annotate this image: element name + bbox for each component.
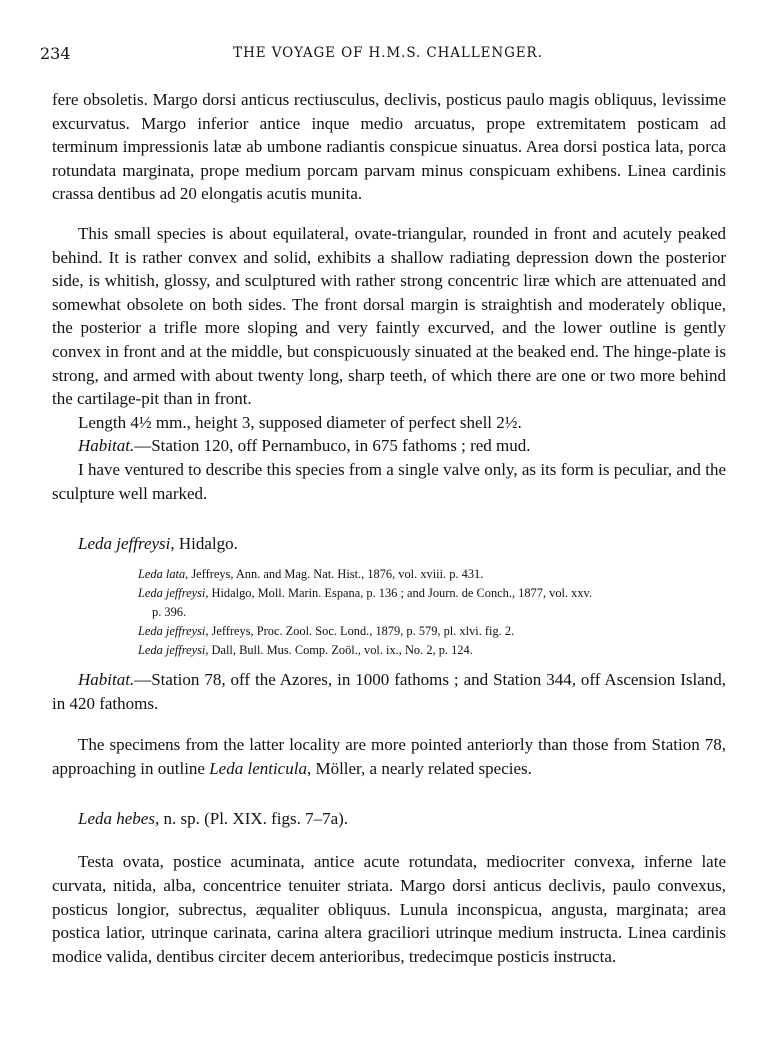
english-description: This small species is about equilateral, ovate-triangular, rounded in front and acutely peaked behind. It is rather convex and solid, exhibits a shallow radiating depression down the posterior side, is whitish, glossy, and sculptured with rather strong concentric liræ which are attenuated and somewhat obsolete on both sides. The front dorsal margin is straightish and moderately oblique, the posterior a trifle more sloping and very faintly excurved, and the lower outline is gently convex in front and at the middle, but conspicuously sinuated at the beaked end. The hinge-plate is strong, and armed with about twenty long, sharp teeth, of which there are one or two more behind the cartilage-pit than in front. [52, 223, 726, 409]
synonym-reference-continued: p. 396. [152, 605, 187, 620]
remark-text-end: , Möller, a nearly related species. [306, 758, 532, 778]
species-name: Leda hebes [78, 809, 155, 829]
habitat-text: —Station 120, off Pernambuco, in 675 fathoms ; red mud. [134, 436, 531, 456]
synonym-name: Leda jeffreysi [138, 643, 206, 658]
page-header [40, 44, 736, 68]
species-heading-jeffreysi [78, 531, 726, 557]
synonym-name: Leda lata [138, 567, 186, 582]
synonymy-entry [138, 565, 726, 584]
synonym-reference: , Jeffreys, Proc. Zool. Soc. Lond., 1879, p. 579, pl. xlvi. fig. 2. [205, 624, 515, 639]
remark-paragraph: I have ventured to describe this species from a single valve only, as its form is peculiar, and the sculpture well marked. [52, 459, 726, 503]
synonym-reference: , Dall, Bull. Mus. Comp. Zoöl., vol. ix., No. 2, p. 124. [205, 643, 473, 658]
species-author: , n. sp. (Pl. XIX. figs. 7–7a). [154, 809, 349, 829]
synonymy-entry [138, 584, 726, 622]
synonymy-entry [138, 641, 726, 660]
habitat-paragraph [52, 668, 726, 715]
synonym-reference: , Jeffreys, Ann. and Mag. Nat. Hist., 1876, vol. xviii. p. 431. [185, 567, 484, 582]
species-author: , Hidalgo. [170, 534, 238, 554]
synonym-name: Leda jeffreysi [138, 624, 206, 639]
habitat-text: —Station 78, off the Azores, in 1000 fathoms ; and Station 344, off Ascension Island, in 420 fathoms. [52, 670, 726, 713]
synonym-name: Leda jeffreysi [138, 586, 206, 601]
remark-text: The specimens from the latter locality are more pointed anteriorly than those from Station 78, approaching in outline [52, 735, 726, 778]
latin-description-continued: fere obsoletis. Margo dorsi anticus rectiusculus, declivis, posticus paulo magis obliquus, levissime excurvatus. Margo inferior antice inque medio arcuatus, prope extremitatem posticam ad terminum impressionis latæ ab umbone radiantis conspicue sinuatus. Area dorsi postica lata, porca rotundata marginata, prope medium porcam parvam minus conspicuam exhibens. Linea cardinis crassa dentibus ad 20 elongatis acutis munita. [52, 90, 726, 204]
species-name: Leda jeffreysi [78, 534, 171, 554]
synonymy-list [138, 565, 726, 660]
habitat-label: Habitat. [78, 670, 135, 690]
running-head: THE VOYAGE OF H.M.S. CHALLENGER. [233, 45, 543, 61]
species-heading-hebes [78, 806, 726, 832]
main-text [52, 88, 726, 968]
page-number: 234 [40, 44, 71, 63]
habitat-label: Habitat. [78, 436, 135, 456]
habitat-paragraph [52, 434, 726, 458]
measurements: Length 4½ mm., height 3, supposed diameter of perfect shell 2½. [78, 412, 522, 432]
remark-paragraph [52, 733, 726, 780]
synonym-reference: , Hidalgo, Moll. Marin. Espana, p. 136 ; and Journ. de Conch., 1877, vol. xxv. [205, 586, 593, 601]
latin-description: Testa ovata, postice acuminata, antice acute rotundata, mediocriter convexa, inferne late curvata, nitida, alba, concentrice tenuiter striata. Margo dorsi anticus declivis, paulo convexus, posticus longior, subrectus, æqualiter obliquus. Lunula inconspicua, angusta, marginata; area postica latior, utrinque carinata, carina altera graciliori utrinque medium instructa. Linea cardinis modice valida, dentibus circiter decem anterioribus, tredecimque posticis instructa. [52, 852, 726, 966]
synonymy-entry [138, 622, 726, 641]
related-species-name: Leda lenticula [209, 758, 307, 778]
